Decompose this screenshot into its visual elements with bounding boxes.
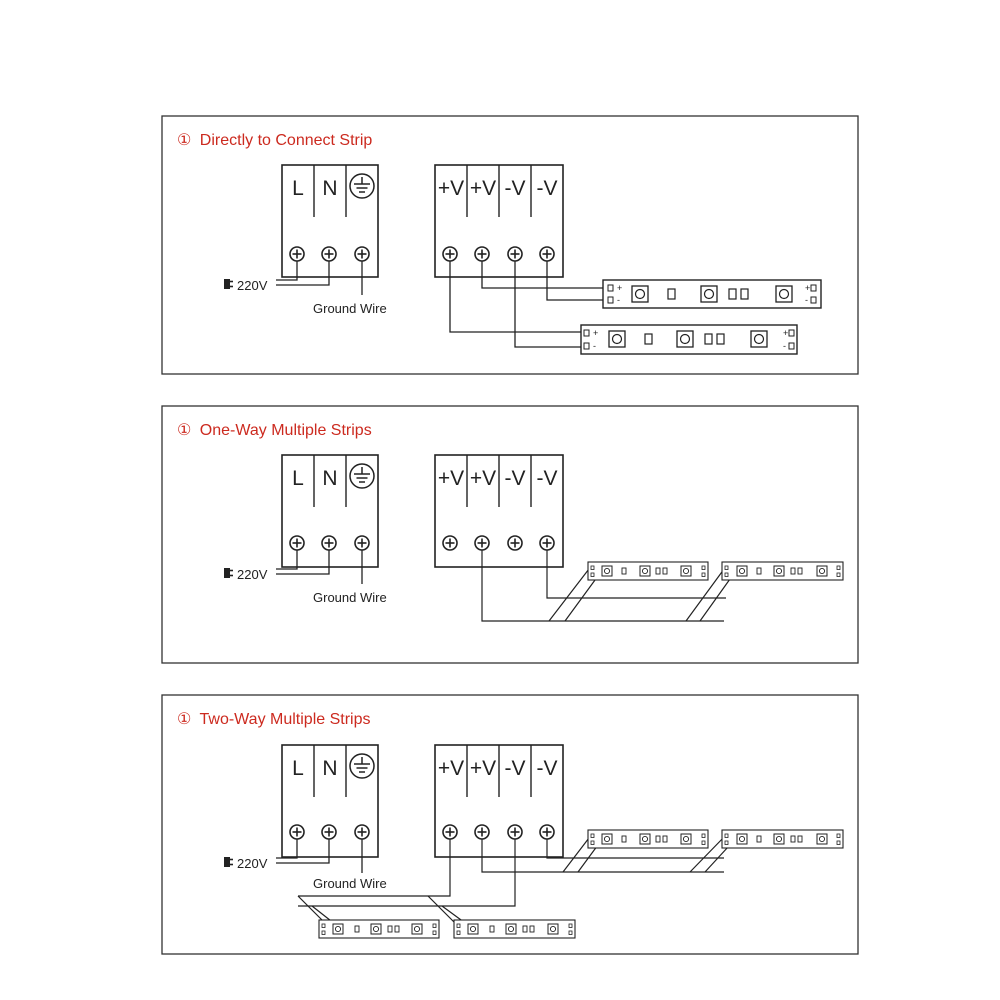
led-strip (581, 325, 797, 354)
terminal-vplus-label: +V (469, 177, 497, 200)
strip-plus-label: + (805, 283, 811, 293)
terminal-l-label: L (292, 177, 304, 200)
screw-terminal-icon (540, 825, 554, 839)
dc-terminal-block (435, 165, 563, 277)
panel-title: ① One-Way Multiple Strips (177, 422, 372, 439)
terminal-vplus-label: +V (437, 757, 465, 780)
screw-terminal-icon (290, 536, 304, 550)
screw-terminal-icon (355, 536, 369, 550)
terminal-vplus-label: +V (469, 467, 497, 490)
strip-plus-label: + (593, 328, 599, 338)
screw-terminal-icon (290, 247, 304, 261)
terminal-l-label: L (292, 757, 304, 780)
ac-wires (276, 261, 362, 295)
panel-two-way (162, 695, 858, 954)
screw-terminal-icon (475, 247, 489, 261)
screw-terminal-icon (508, 536, 522, 550)
panel-direct-connect (162, 116, 858, 374)
ground-icon (350, 174, 374, 198)
terminal-vplus-label: +V (437, 467, 465, 490)
ac-terminal-block (282, 165, 378, 277)
led-strip (588, 830, 708, 848)
strip-plus-label: + (617, 283, 623, 293)
led-strip (722, 562, 843, 580)
ground-icon (350, 754, 374, 778)
ground-icon (350, 464, 374, 488)
dc-terminal-block (435, 745, 563, 857)
screw-terminal-icon (355, 825, 369, 839)
screw-terminal-icon (322, 536, 336, 550)
ac-wires (276, 839, 362, 873)
screw-terminal-icon (475, 825, 489, 839)
plug-icon (224, 857, 233, 867)
terminal-vminus-label: -V (504, 757, 526, 780)
panel-title: ① Two-Way Multiple Strips (177, 711, 371, 728)
terminal-vplus-label: +V (469, 757, 497, 780)
led-strip (603, 280, 821, 308)
led-strip (722, 830, 843, 848)
terminal-n-label: N (322, 757, 338, 780)
voltage-label: 220V (237, 567, 268, 582)
screw-terminal-icon (540, 247, 554, 261)
panel-title: ① Directly to Connect Strip (177, 132, 373, 149)
screw-terminal-icon (443, 247, 457, 261)
led-strip (319, 920, 439, 938)
ground-wire-label: Ground Wire (313, 876, 387, 891)
led-strip (588, 562, 708, 580)
voltage-label: 220V (237, 278, 268, 293)
dc-wires (482, 550, 740, 621)
strip-plus-label: + (783, 328, 789, 338)
strip-minus-label: - (593, 341, 596, 351)
terminal-n-label: N (322, 467, 338, 490)
terminal-l-label: L (292, 467, 304, 490)
strip-minus-label: - (805, 295, 808, 305)
screw-terminal-icon (355, 247, 369, 261)
plug-icon (224, 568, 233, 578)
strip-minus-label: - (617, 295, 620, 305)
terminal-vminus-label: -V (536, 177, 558, 200)
screw-terminal-icon (508, 247, 522, 261)
screw-terminal-icon (290, 825, 304, 839)
screw-terminal-icon (322, 825, 336, 839)
terminal-vminus-label: -V (504, 177, 526, 200)
terminal-vminus-label: -V (504, 467, 526, 490)
screw-terminal-icon (475, 536, 489, 550)
terminal-vplus-label: +V (437, 177, 465, 200)
dc-terminal-block (435, 455, 563, 567)
screw-terminal-icon (443, 536, 457, 550)
voltage-label: 220V (237, 856, 268, 871)
led-strip (454, 920, 575, 938)
ground-wire-label: Ground Wire (313, 590, 387, 605)
panel-one-way (162, 406, 858, 663)
strip-minus-label: - (783, 341, 786, 351)
screw-terminal-icon (443, 825, 457, 839)
terminal-n-label: N (322, 177, 338, 200)
screw-terminal-icon (508, 825, 522, 839)
screw-terminal-icon (540, 536, 554, 550)
screw-terminal-icon (322, 247, 336, 261)
terminal-vminus-label: -V (536, 467, 558, 490)
panel-frame (162, 695, 858, 954)
terminal-vminus-label: -V (536, 757, 558, 780)
panel-frame (162, 406, 858, 663)
plug-icon (224, 279, 233, 289)
ground-wire-label: Ground Wire (313, 301, 387, 316)
